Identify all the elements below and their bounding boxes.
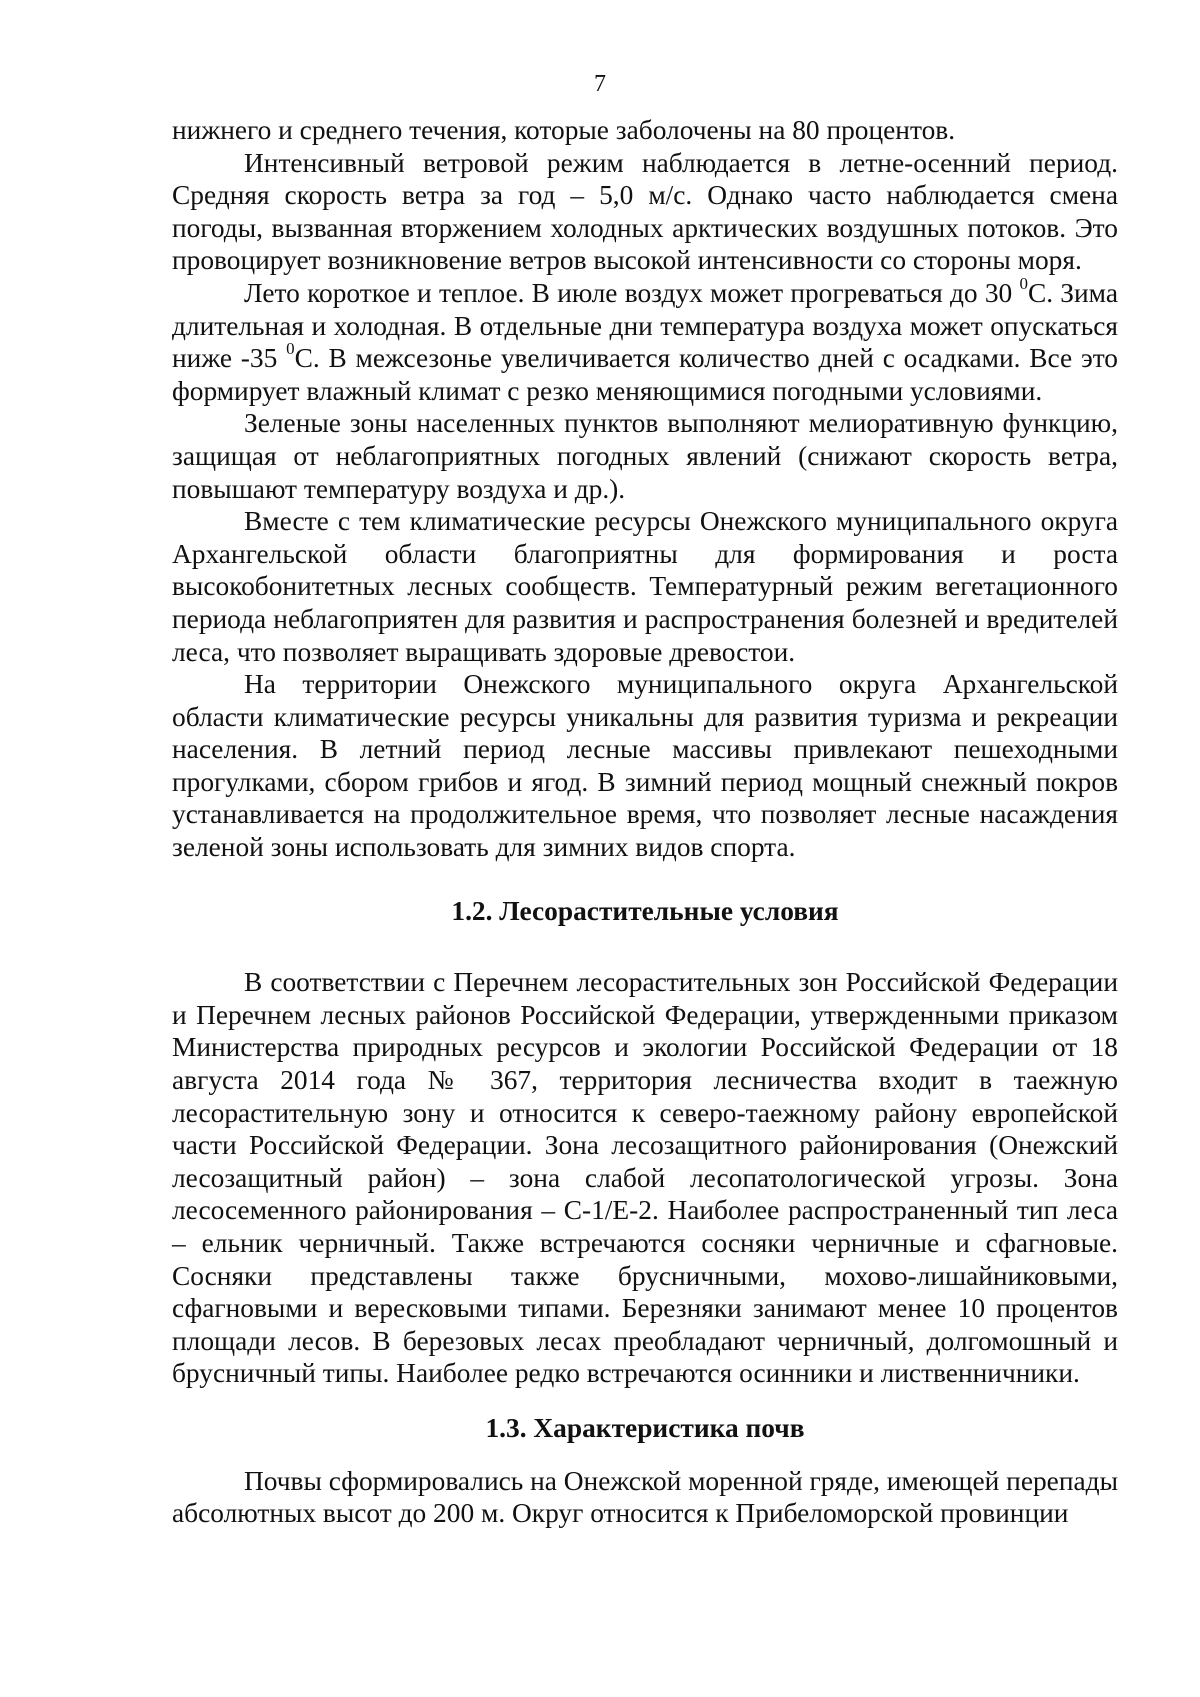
paragraph-tourism: На территории Онежского муниципального округа Архангельской области климатические ресурсы уникальны для развития туризма и рекреации населения. В летний период лесные массивы привлекают пешеходными прогулками, сбором грибов и ягод. В зимний период мощный снежный покров устанавливается на продолжительное время, что позволяет лесные насаждения зеленой зоны использовать для зимних видов спорта. [172,669,1118,863]
paragraph-soils: Почвы сформировались на Онежской моренной гряде, имеющей перепады абсолютных высот до 200 м. Округ относится к Прибеломорской провинции [172,1465,1118,1529]
paragraph-continuation: нижнего и среднего течения, которые заболочены на 80 процентов. [172,115,956,145]
paragraph-forest-conditions: В соответствии с Перечнем лесорастительных зон Российской Федерации и Перечнем лесных районов Российской Федерации, утвержденными приказом Министерства природных ресурсов и экологии Российской Федерации от 18 августа 2014 года № 367, территория лесничества входит в таежную лесорастительную зону и относится к северо-таежному району европейской части Российской Федерации. Зона лесозащитного районирования (Онежский лесозащитный район) – зона слабой лесопатологической угрозы. Зона лесосеменного районирования – С-1/Е-2. Наиболее распространенный тип леса – ельник черничный. Также встречаются сосняки черничные и сфагновые. Сосняки представлены также брусничными, мохово-лишайниковыми, сфагновыми и вересковыми типами. Березняки занимают менее 10 процентов площади лесов. В березовых лесах преобладают черничный, долгомошный и брусничный типы. Наиболее редко встречаются осинники и лиственничники. [172,967,1118,1389]
section-heading-forest-conditions: 1.2. Лесорастительные условия [451,895,839,926]
paragraph-green-zones: Зеленые зоны населенных пунктов выполняют мелиоративную функцию, защищая от неблагоприятных погодных явлений (снижают скорость ветра, повышают температуру воздуха и др.). [172,408,1118,504]
section-heading-soils: 1.3. Характеристика почв [485,1412,805,1443]
degree-symbol: 0 [286,338,295,358]
climate-text-part1: Лето короткое и теплое. В июле воздух может прогреваться до 30 [244,277,1020,308]
climate-text-part2: С. Зима длительная и холодная. В отдельные дни температура воздуха может опускаться ниже -35 [172,277,1118,374]
climate-text-part3: С. В межсезонье увеличивается количество дней с осадками. Все это формирует влажный климат с резко меняющимися погодными условиями. [172,343,1118,406]
paragraph-climate [172,273,1118,407]
paragraph-climate-resources: Вместе с тем климатические ресурсы Онежского муниципального округа Архангельской области благоприятны для формирования и роста высокобонитетных лесных сообществ. Температурный режим вегетационного периода неблагоприятен для развития и распространения болезней и вредителей леса, что позволяет выращивать здоровые древостои. [172,506,1118,667]
paragraph-wind: Интенсивный ветровой режим наблюдается в летне-осенний период. Средняя скорость ветра за год – 5,0 м/с. Однако часто наблюдается смена погоды, вызванная вторжением холодных арктических воздушных потоков. Это провоцирует возникновение ветров высокой интенсивности со стороны моря. [172,147,1118,276]
degree-symbol: 0 [1019,273,1028,293]
page-number: 7 [594,71,606,97]
page-content [172,114,1118,1530]
